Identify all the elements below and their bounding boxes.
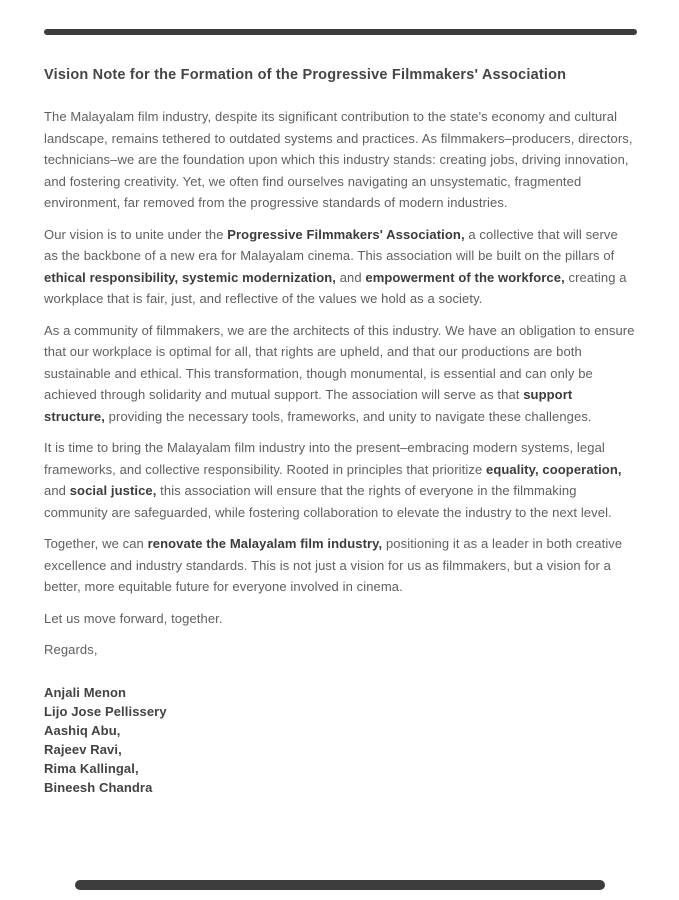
signatories-list: [44, 683, 635, 797]
signatory-name: Lijo Jose Pellissery: [44, 703, 167, 719]
letter-body: [44, 106, 635, 598]
bold-text-segment: social justice,: [69, 483, 157, 498]
letter-content: [44, 0, 635, 797]
letter-paragraph: [44, 320, 635, 428]
farewell-line: Let us move forward, together.: [44, 610, 223, 626]
bottom-rule: [75, 880, 605, 890]
bold-text-segment: ethical responsibility, systemic modernization,: [44, 269, 336, 285]
letter-paragraph: [44, 437, 635, 523]
text-segment: Together, we can: [44, 536, 148, 551]
letter-paragraph: [44, 106, 635, 214]
text-segment: positioning it as a leader in both creative excellence and industry standards. This is not just a vision for us as filmmakers, but a vision for a better, more equitable future for everyone involved in cinema.: [44, 536, 623, 594]
text-segment: It is time to bring the Malayalam film industry into the present–embracing modern systems, legal frameworks, and collective responsibility. Rooted in principles that prioritize: [44, 440, 605, 477]
text-segment: this association will ensure that the rights of everyone in the filmmaking community are safeguarded, while fostering collaboration to elevate the industry to the next level.: [44, 483, 612, 520]
bold-text-segment: Progressive Filmmakers' Association,: [227, 226, 465, 242]
text-segment: providing the necessary tools, frameworks, and unity to navigate these challenges.: [104, 408, 592, 424]
letter-paragraph: [44, 533, 635, 598]
text-segment: and: [335, 269, 366, 285]
signatory-name: Rima Kallingal,: [44, 760, 139, 776]
letter-paragraph: [44, 224, 635, 310]
text-segment: Our vision is to unite under the: [44, 226, 228, 242]
text-segment: The Malayalam film industry, despite its significant contribution to the state's economy and cultural landscape, remains tethered to outdated systems and practices. As filmmakers–producers, directors, technicians–we are the foundation upon which this industry stands: creating jobs, driving innovation, and fostering creativity. Yet, we often find ourselves navigating an unsystematic, fragmented environment, far removed from the progressive standards of modern industries.: [44, 109, 633, 210]
text-segment: As a community of filmmakers, we are the architects of this industry. We have an obligation to ensure that our workplace is optimal for all, that rights are upheld, and that our productions are both sustainable and ethical. This transformation, though monumental, is essential and can only be achieved through solidarity and mutual support. The association will serve as that: [44, 322, 635, 402]
document-title: Vision Note for the Formation of the Progressive Filmmakers' Association: [44, 67, 567, 83]
signatory-name: Anjali Menon: [44, 684, 127, 700]
signatory-name: Aashiq Abu,: [44, 722, 121, 738]
signatory-name: Bineesh Chandra: [44, 779, 153, 795]
bold-text-segment: equality, cooperation,: [486, 461, 622, 477]
text-segment: creating a workplace that is fair, just, and reflective of the values we hold as a society.: [44, 269, 627, 306]
bold-text-segment: empowerment of the workforce,: [365, 269, 565, 285]
bold-text-segment: support structure,: [44, 387, 573, 424]
text-segment: a collective that will serve as the backbone of a new era for Malayalam cinema. This association will be built on the pillars of: [44, 226, 618, 263]
signatory-name: Rajeev Ravi,: [44, 741, 122, 757]
text-segment: and: [44, 483, 70, 498]
regards-line: Regards,: [44, 642, 98, 657]
bold-text-segment: renovate the Malayalam film industry,: [147, 536, 383, 551]
